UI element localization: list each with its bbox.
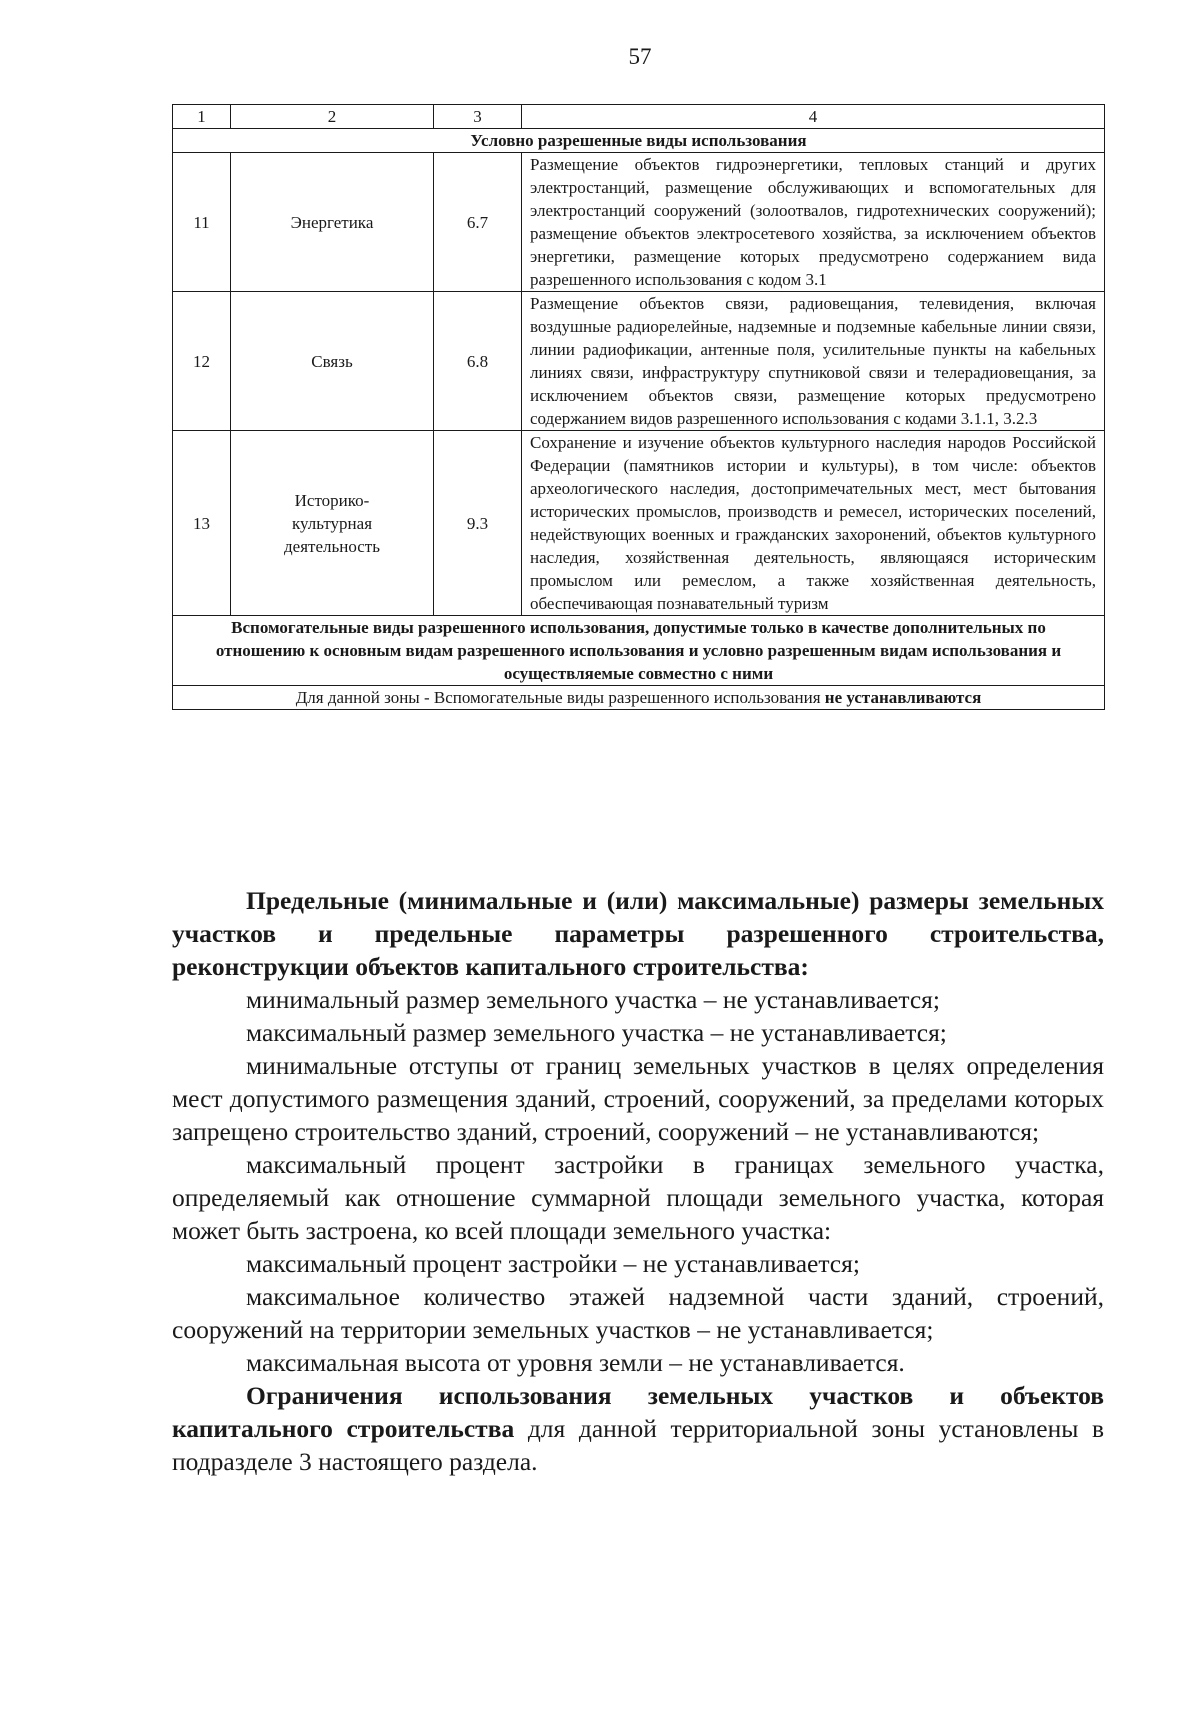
- parameters-heading: Предельные (минимальные и (или) максимальные) размеры земельных участков и предельные параметры разрешенного строительства, реконструкции объектов капитального строительства:: [172, 886, 1104, 981]
- column-number-row: [173, 105, 1105, 129]
- paragraph: максимальная высота от уровня земли – не устанавливается.: [246, 1348, 905, 1377]
- use-description: Размещение объектов гидроэнергетики, тепловых станций и других электростанций, размещение обслуживающих и вспомогательных для электростанций сооружений (золоотвалов, гидротехнических сооружений); размещение объектов электросетевого хозяйства, за исключением объектов энергетики, размещение которых предусмотрено содержанием вида разрешенного использования с кодом 3.1: [522, 153, 1105, 292]
- restrictions-bold: Ограничения использования земельных участков и объектов капитального строительства: [172, 1381, 1104, 1443]
- column-number: 1: [173, 105, 231, 129]
- use-description: Сохранение и изучение объектов культурного наследия народов Российской Федерации (памятников истории и культуры), в том числе: объектов археологического наследия, достопримечательных мест, мест бытования исторических промыслов, производств и ремесел, исторических поселений, недействующих военных и гражданских захоронений, объектов культурного наследия, хозяйственная деятельность, являющаяся историческим промыслом или ремеслом, а также хозяйственная деятельность, обеспечивающая познавательный туризм: [522, 431, 1105, 616]
- row-number: 11: [173, 153, 231, 292]
- restrictions-rest: для данной территориальной зоны установлены в подразделе 3 настоящего раздела.: [172, 1414, 1105, 1476]
- section-title: Условно разрешенные виды использования: [173, 129, 1105, 153]
- use-code: 6.7: [434, 153, 522, 292]
- auxiliary-uses-header-row: [173, 616, 1105, 686]
- column-number: 4: [522, 105, 1105, 129]
- auxiliary-note-text: Для данной зоны - Вспомогательные виды разрешенного использования: [295, 688, 825, 707]
- restrictions-paragraph: [172, 1379, 1104, 1478]
- table-row: [173, 153, 1105, 292]
- paragraph: максимальный процент застройки в границах земельного участка, определяемый как отношение суммарной площади земельного участка, которая может быть застроена, ко всей площади земельного участка:: [172, 1150, 1104, 1245]
- section-title-row: [173, 129, 1105, 153]
- paragraph: максимальный процент застройки – не устанавливается;: [246, 1249, 860, 1278]
- use-name: Историко-культурная деятельность: [231, 431, 434, 616]
- paragraph: максимальное количество этажей надземной части зданий, строений, сооружений на территории земельных участков – не устанавливается;: [172, 1282, 1104, 1344]
- use-code: 6.8: [434, 292, 522, 431]
- auxiliary-uses-note: [173, 686, 1105, 710]
- paragraph: минимальные отступы от границ земельных участков в целях определения мест допустимого размещения зданий, строений, сооружений, за пределами которых запрещено строительство зданий, строений, сооружений – не устанавливаются;: [172, 1051, 1104, 1146]
- table-row: [173, 292, 1105, 431]
- regulations-text: [172, 884, 1104, 1478]
- auxiliary-uses-note-row: [173, 686, 1105, 710]
- paragraph: максимальный размер земельного участка – не устанавливается;: [246, 1018, 947, 1047]
- auxiliary-uses-title: Вспомогательные виды разрешенного использования, допустимые только в качестве дополнительных по отношению к основным видам разрешенного использования и условно разрешенным видам использования и осуществляемые совместно с ними: [173, 616, 1105, 686]
- page-number: 57: [628, 44, 652, 69]
- column-number: 3: [434, 105, 522, 129]
- row-number: 13: [173, 431, 231, 616]
- land-use-table: [172, 104, 1105, 710]
- paragraph: минимальный размер земельного участка – не устанавливается;: [246, 985, 940, 1014]
- use-name: Энергетика: [231, 153, 434, 292]
- auxiliary-note-bold: не устанавливаются: [824, 688, 982, 707]
- use-name: Связь: [231, 292, 434, 431]
- column-number: 2: [231, 105, 434, 129]
- table-row: [173, 431, 1105, 616]
- row-number: 12: [173, 292, 231, 431]
- use-code: 9.3: [434, 431, 522, 616]
- use-description: Размещение объектов связи, радиовещания, телевидения, включая воздушные радиорелейные, надземные и подземные кабельные линии связи, линии радиофикации, антенные поля, усилительные пункты на кабельных линиях связи, инфраструктуру спутниковой связи и телерадиовещания, за исключением объектов связи, размещение которых предусмотрено содержанием видов разрешенного использования с кодами 3.1.1, 3.2.3: [522, 292, 1105, 431]
